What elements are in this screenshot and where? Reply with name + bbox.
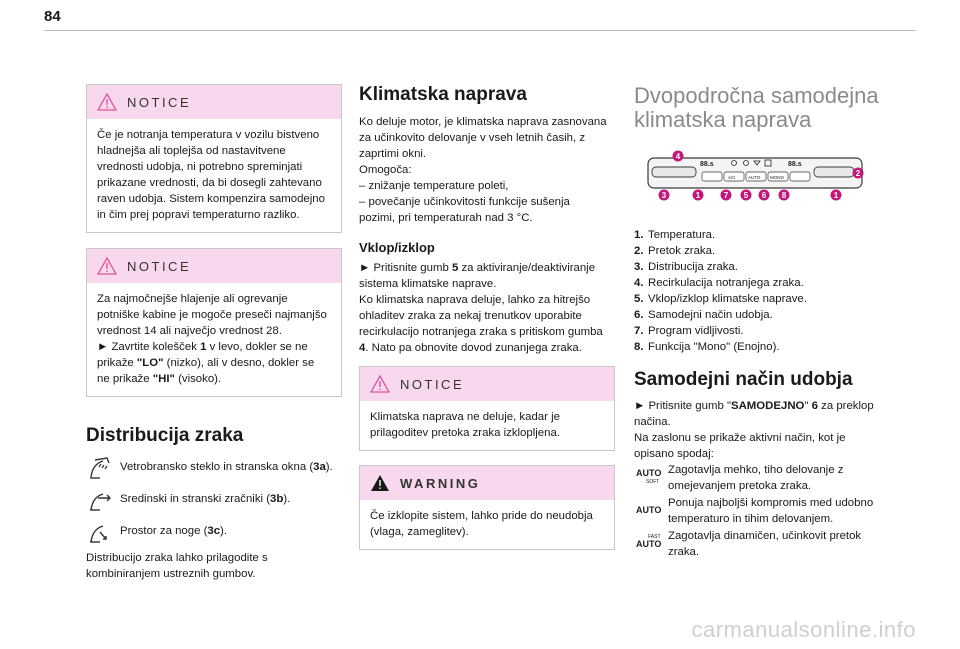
text-line <box>634 398 890 414</box>
chapter-title <box>634 84 890 132</box>
auto-fast-icon <box>634 528 664 558</box>
notice-line: vrednosti udobja, ni potrebno spreminjati <box>97 161 303 173</box>
warning-box <box>359 465 615 550</box>
notice-title: NOTICE <box>127 258 192 274</box>
callout-8 <box>779 190 790 201</box>
notice-line: Za najmočnejše hlajenje ali ogrevanje <box>97 293 288 305</box>
mode-icon-sub: FAST <box>648 534 661 540</box>
notice-line: Če izklopite sistem, lahko pride do neudobja <box>370 510 593 522</box>
notice-line: hladnejša ali toplejša od nastavitvene <box>97 145 286 157</box>
text-line: Ko klimatska naprava deluje, lahko za hitrejšo <box>359 294 591 306</box>
panel-display-left: 88.s <box>700 161 714 168</box>
text-line: opisano spodaj: <box>634 448 714 460</box>
text-line: sistema klimatske naprave. <box>359 278 497 290</box>
text-bold: 3c <box>207 525 221 537</box>
mode-item-fast <box>634 528 890 560</box>
text-line: – znižanje temperature poleti, <box>359 180 509 192</box>
notice-line: in čim prej popravi temperaturno razliko. <box>97 209 300 221</box>
list-item <box>634 307 890 323</box>
section-auto-comfort <box>634 369 890 560</box>
subsection-title: Vklop/izklop <box>359 240 435 255</box>
text-run: (nizko), ali v desno, dokler se <box>163 357 315 369</box>
section-text <box>634 398 890 462</box>
text-line: kombiniranjem ustreznih gumbov. <box>86 568 256 580</box>
text-bold: "HI" <box>152 373 175 385</box>
text-line: pozimi, pri temperaturah nad 3 °C. <box>359 212 533 224</box>
top-rule <box>44 30 916 31</box>
panel-display-right: 88.s <box>788 161 802 168</box>
list-text: Vklop/izklop klimatske naprave. <box>648 293 807 305</box>
callout-6 <box>759 190 770 201</box>
auto-icon <box>634 495 664 525</box>
section-title: Distribucija zraka <box>86 425 244 446</box>
vent-airflow-icon <box>86 486 114 514</box>
text-bold: SAMODEJNO <box>730 400 805 412</box>
text-run: " <box>804 400 812 412</box>
notice-line: (vlaga, zameglitev). <box>370 526 469 538</box>
notice-header <box>360 367 614 401</box>
list-item <box>634 275 890 291</box>
column-right <box>634 84 890 561</box>
text-bold: 5 <box>451 262 459 274</box>
callout-4 <box>673 151 684 162</box>
text-bold: 3a <box>313 461 326 473</box>
list-item <box>634 243 890 259</box>
list-number: 7. <box>634 325 644 337</box>
text-run: Prostor za noge ( <box>120 525 208 537</box>
auto-soft-icon <box>634 462 664 492</box>
mode-description <box>668 528 861 560</box>
section-dual-zone <box>634 84 890 355</box>
text-run: v levo, dokler se ne <box>206 341 308 353</box>
list-item <box>634 339 890 355</box>
text-line: zaprtimi okni. <box>359 148 427 160</box>
notice-line: prilagoditev pretoka zraka izklopljena. <box>370 427 560 439</box>
chapter-title-line: klimatska naprava <box>634 107 812 132</box>
warning-text <box>360 500 614 549</box>
list-item <box>634 323 890 339</box>
notice-line: Klimatska naprava ne deluje, kadar je <box>370 411 560 423</box>
panel-auto-label: AUTO <box>748 175 761 180</box>
text-run: ne prikaže <box>97 373 153 385</box>
list-text: Distribucija zraka. <box>648 261 738 273</box>
list-text: Recirkulacija notranjega zraka. <box>648 277 804 289</box>
text-line: ohladitev zraka za nekaj trenutkov uporabite <box>359 310 582 322</box>
panel-ac-label: A/C <box>728 175 736 180</box>
text-line: zraka. <box>668 546 700 558</box>
notice-line: potniške kabine je mogoče preseči najmanjšo <box>97 309 327 321</box>
notice-line: Če je notranja temperatura v vozilu bistveno <box>97 129 320 141</box>
callout-number: 3 <box>661 191 667 200</box>
text-line: Na zaslonu se prikaže aktivni način, kot je <box>634 432 846 444</box>
text-run: prikaže <box>97 357 137 369</box>
distribution-item <box>86 486 342 514</box>
text-run: ► Pritisnite gumb <box>359 262 452 274</box>
mode-item-normal <box>634 495 890 527</box>
list-number: 3. <box>634 261 644 273</box>
list-number: 5. <box>634 293 644 305</box>
list-text: Pretok zraka. <box>648 245 716 257</box>
notice-header <box>87 249 341 283</box>
chapter-title-line: Dvopodročna samodejna <box>634 83 879 108</box>
section-text <box>359 114 615 226</box>
text-bold: 1 <box>200 341 207 353</box>
text-run: za preklop <box>817 400 874 412</box>
notice-line: vrednost 14 ali največjo vrednost 28. <box>97 325 282 337</box>
distribution-item <box>86 518 342 546</box>
warning-triangle-icon <box>97 93 117 111</box>
mode-item-soft <box>634 462 890 494</box>
text-line: Ponuja najboljši kompromis med udobno <box>668 497 874 509</box>
text-line: načina. <box>634 416 671 428</box>
callout-number: 1 <box>833 191 839 200</box>
text-line: za učinkovito delovanje v vseh letnih časih, z <box>359 132 586 144</box>
list-number: 4. <box>634 277 644 289</box>
text-run: ► Pritisnite gumb " <box>634 400 731 412</box>
list-text: Funkcija "Mono" (Enojno). <box>648 341 780 353</box>
notice-text <box>360 401 614 450</box>
notice-line: raven udobja. Sistem kompenzira samodejno <box>97 193 325 205</box>
callout-number: 4 <box>675 152 681 161</box>
panel-mono-label: MONO <box>770 175 784 180</box>
text-bold: "LO" <box>136 357 164 369</box>
notice-line: prikazane vrednosti, da bi dosegli zahtevano <box>97 177 322 189</box>
text-line: Zagotavlja dinamičen, učinkovit pretok <box>668 530 862 542</box>
mode-description <box>668 495 873 527</box>
text-line: Zagotavlja mehko, tiho delovanje z <box>668 464 844 476</box>
text-line <box>359 340 615 356</box>
warning-triangle-icon <box>370 375 390 393</box>
footwell-airflow-icon <box>86 518 114 546</box>
text-line: Omogoča: <box>359 164 412 176</box>
list-text: Program vidljivosti. <box>648 325 744 337</box>
text-run: . Nato pa obnovite dovod zunanjega zraka. <box>365 342 582 354</box>
text-line: omejevanjem pretoka zraka. <box>668 480 812 492</box>
text-bold: 4 <box>359 342 366 354</box>
callout-2 <box>853 168 864 179</box>
callout-number: 5 <box>743 191 749 200</box>
warning-title: WARNING <box>400 475 481 491</box>
section-text <box>359 260 615 356</box>
warning-header <box>360 466 614 500</box>
list-item <box>634 291 890 307</box>
column-left <box>86 84 342 582</box>
callout-3 <box>659 190 670 201</box>
notice-text <box>87 119 341 232</box>
notice-line <box>97 355 331 371</box>
notice-box-temperature <box>86 84 342 233</box>
page-number: 84 <box>44 8 61 25</box>
legend-list <box>634 227 890 355</box>
text-run: Vetrobransko steklo in stranska okna ( <box>120 461 314 473</box>
list-number: 8. <box>634 341 644 353</box>
section-on-off <box>359 240 615 356</box>
windshield-airflow-icon <box>86 454 114 482</box>
notice-title: NOTICE <box>400 376 465 392</box>
text-line <box>359 260 615 276</box>
callout-number: 1 <box>695 191 701 200</box>
text-line: – povečanje učinkovitosti funkcije sušenja <box>359 196 570 208</box>
callout-number: 8 <box>781 191 787 200</box>
notice-line <box>97 371 331 387</box>
text-run: (visoko). <box>174 373 222 385</box>
warning-triangle-icon <box>97 257 117 275</box>
text-run: ). <box>283 493 291 505</box>
mode-icon-sub: SOFT <box>646 479 660 485</box>
mode-icon-main: AUTO <box>636 539 662 549</box>
list-text: Samodejni način udobja. <box>648 309 773 321</box>
callout-1-right <box>831 190 842 201</box>
callout-1-left <box>693 190 704 201</box>
text-run: ). <box>325 461 333 473</box>
distribution-item <box>86 454 342 482</box>
watermark: carmanualsonline.info <box>691 617 916 642</box>
notice-box-ac <box>359 366 615 451</box>
text-line: Distribucijo zraka lahko prilagodite s <box>86 552 268 564</box>
notice-title: NOTICE <box>127 94 192 110</box>
distribution-text <box>120 454 333 475</box>
text-line: temperaturo in tihim delovanjem. <box>668 513 834 525</box>
climate-control-panel <box>638 150 866 204</box>
text-line: Ko deluje motor, je klimatska naprava zasnovana <box>359 116 607 128</box>
list-number: 6. <box>634 309 644 321</box>
text-bold: 3b <box>270 493 284 505</box>
list-number: 2. <box>634 245 644 257</box>
callout-5 <box>741 190 752 201</box>
distribution-footer <box>86 550 342 582</box>
mode-icon-main: AUTO <box>636 468 662 478</box>
distribution-text <box>120 518 227 539</box>
callout-7 <box>721 190 732 201</box>
mode-icon-main: AUTO <box>636 505 662 515</box>
list-text: Temperatura. <box>648 229 716 241</box>
notice-box-lo-hi <box>86 248 342 397</box>
section-air-distribution <box>86 425 342 582</box>
column-middle <box>359 84 615 562</box>
notice-line <box>97 339 331 355</box>
notice-text <box>87 283 341 396</box>
text-line: recirkulacijo notranjega zraka s pritiskom gumba <box>359 326 603 338</box>
notice-header <box>87 85 341 119</box>
callout-number: 7 <box>723 191 729 200</box>
text-bold: 6 <box>811 400 818 412</box>
list-item <box>634 227 890 243</box>
text-run: ► Zavrtite kolešček <box>97 341 201 353</box>
section-title: Samodejni način udobja <box>634 369 853 390</box>
distribution-text <box>120 486 290 507</box>
text-run: Sredinski in stranski zračniki ( <box>120 493 271 505</box>
section-air-conditioning <box>359 84 615 226</box>
text-run: ). <box>220 525 228 537</box>
warning-filled-triangle-icon <box>370 474 390 492</box>
list-item <box>634 259 890 275</box>
text-run: za aktiviranje/deaktiviranje <box>458 262 596 274</box>
callout-number: 6 <box>761 191 767 200</box>
callout-number: 2 <box>855 169 861 178</box>
section-title: Klimatska naprava <box>359 84 527 105</box>
list-number: 1. <box>634 229 644 241</box>
mode-description <box>668 462 843 494</box>
